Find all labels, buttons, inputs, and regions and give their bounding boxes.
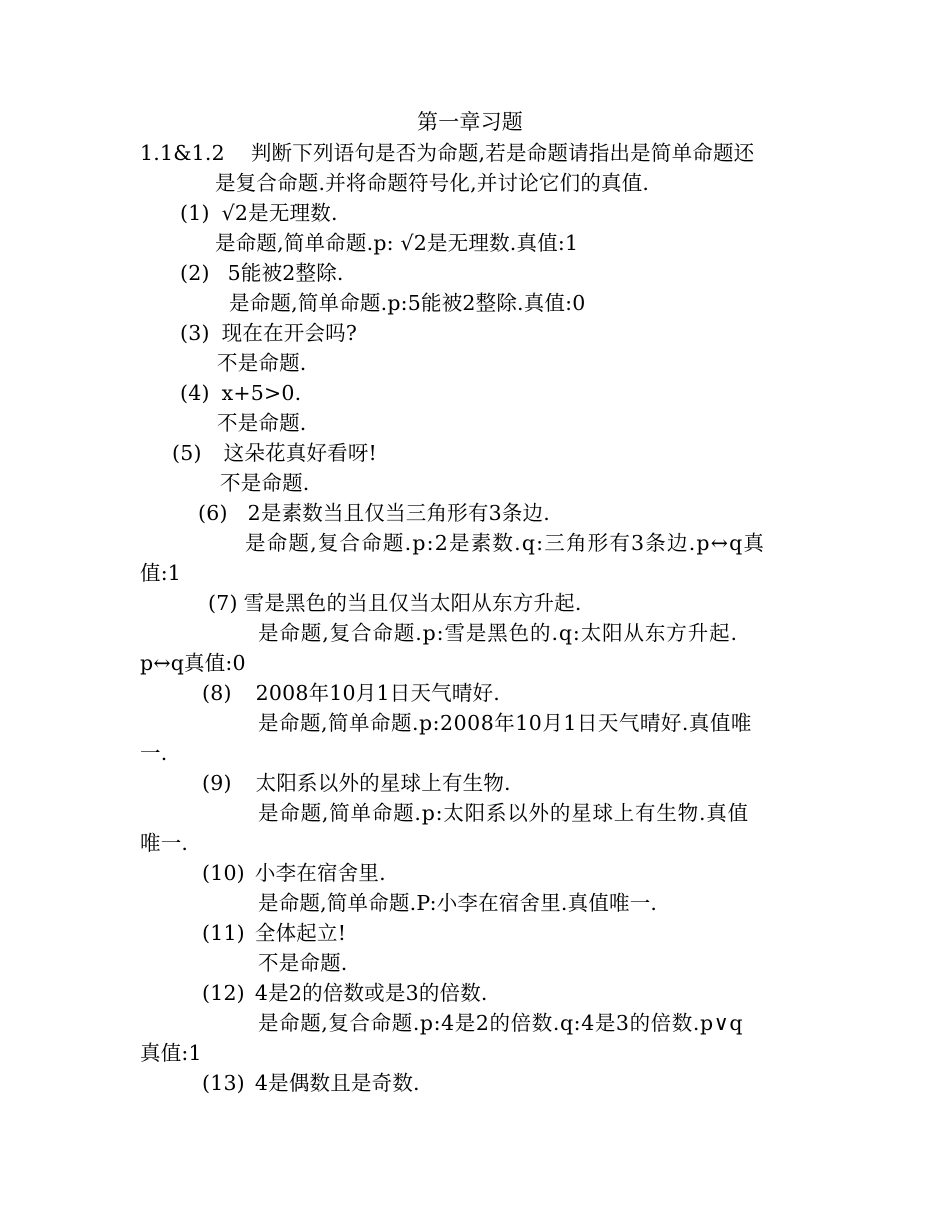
item-statement: 4是2的倍数或是3的倍数. [254,981,488,1005]
item-answer: 是命题,简单命题.P:小李在宿舍里.真值唯一. [258,891,658,915]
item-number: (8) [202,681,232,705]
item-answer: 不是命题. [217,411,307,435]
item-statement: 现在在开会吗? [221,321,358,345]
item-number: (10) [202,861,245,885]
item-statement: 太阳系以外的星球上有生物. [255,771,511,795]
item-number: (7) [208,591,238,615]
exercise-item-5 [172,440,377,466]
item-answer: 是命题,简单命题.p:2008年10月1日天气晴好.真值唯 [258,711,752,735]
section-heading [140,140,754,166]
exercise-item-4 [180,380,301,406]
item-answer: 是命题,复合命题.p:雪是黑色的.q:太阳从东方升起. [258,621,738,645]
item-number: (2) [180,261,210,285]
item-answer: 是命题,复合命题.p:4是2的倍数.q:4是3的倍数.p∨q [258,1011,744,1035]
item-answer: 是命题,简单命题.p: √2是无理数.真值:1 [215,231,579,255]
exercise-item-7 [208,590,582,616]
item-number: (9) [202,771,232,795]
item-number: (3) [180,321,210,345]
item-statement: 全体起立! [254,921,347,945]
item-statement: x+5>0. [221,381,302,405]
item-statement: 这朵花真好看呀! [223,441,377,465]
section-number: 1.1&1.2 [140,141,225,165]
item-statement: 小李在宿舍里. [254,861,386,885]
item-number: (13) [202,1071,245,1095]
item-number: (1) [180,201,210,225]
item-answer-continued: p↔q真值:0 [140,651,246,675]
exercise-item-11 [202,920,346,946]
exercise-item-8 [202,680,500,706]
item-answer-continued: 一. [140,741,168,765]
item-number: (5) [172,441,202,465]
item-answer: 不是命题. [217,351,307,375]
item-answer: 不是命题. [220,471,310,495]
item-statement: 雪是黑色的当且仅当太阳从东方升起. [243,591,582,615]
item-statement: √2是无理数. [221,201,338,225]
item-number: (11) [202,921,245,945]
exercise-item-1 [180,200,338,226]
page-title: 第一章习题 [417,110,523,134]
item-answer-continued: 真值:1 [140,1041,202,1065]
item-answer: 是命题,复合命题.p:2是素数.q:三角形有3条边.p↔q真 [245,531,766,555]
section-prompt-line2: 是复合命题.并将命题符号化,并讨论它们的真值. [215,171,650,195]
item-statement: 2是素数当且仅当三角形有3条边. [247,501,550,525]
exercise-item-3 [180,320,357,346]
exercise-item-10 [202,860,386,886]
exercise-item-6 [198,500,550,526]
item-answer: 是命题,简单命题.p:太阳系以外的星球上有生物.真值 [258,801,749,825]
item-answer: 不是命题. [258,951,348,975]
item-number: (4) [180,381,210,405]
exercise-item-12 [202,980,488,1006]
exercise-item-13 [202,1070,420,1096]
item-statement: 4是偶数且是奇数. [254,1071,420,1095]
item-statement: 5能被2整除. [227,261,344,285]
section-prompt-line1: 判断下列语句是否为命题,若是命题请指出是简单命题还 [250,141,755,165]
item-answer-continued: 唯一. [140,831,189,855]
item-number: (12) [202,981,245,1005]
item-statement: 2008年10月1日天气晴好. [255,681,500,705]
item-answer-continued: 值:1 [140,561,182,585]
item-answer: 是命题,简单命题.p:5能被2整除.真值:0 [229,291,586,315]
exercise-item-2 [180,260,344,286]
item-number: (6) [198,501,228,525]
exercise-item-9 [202,770,511,796]
